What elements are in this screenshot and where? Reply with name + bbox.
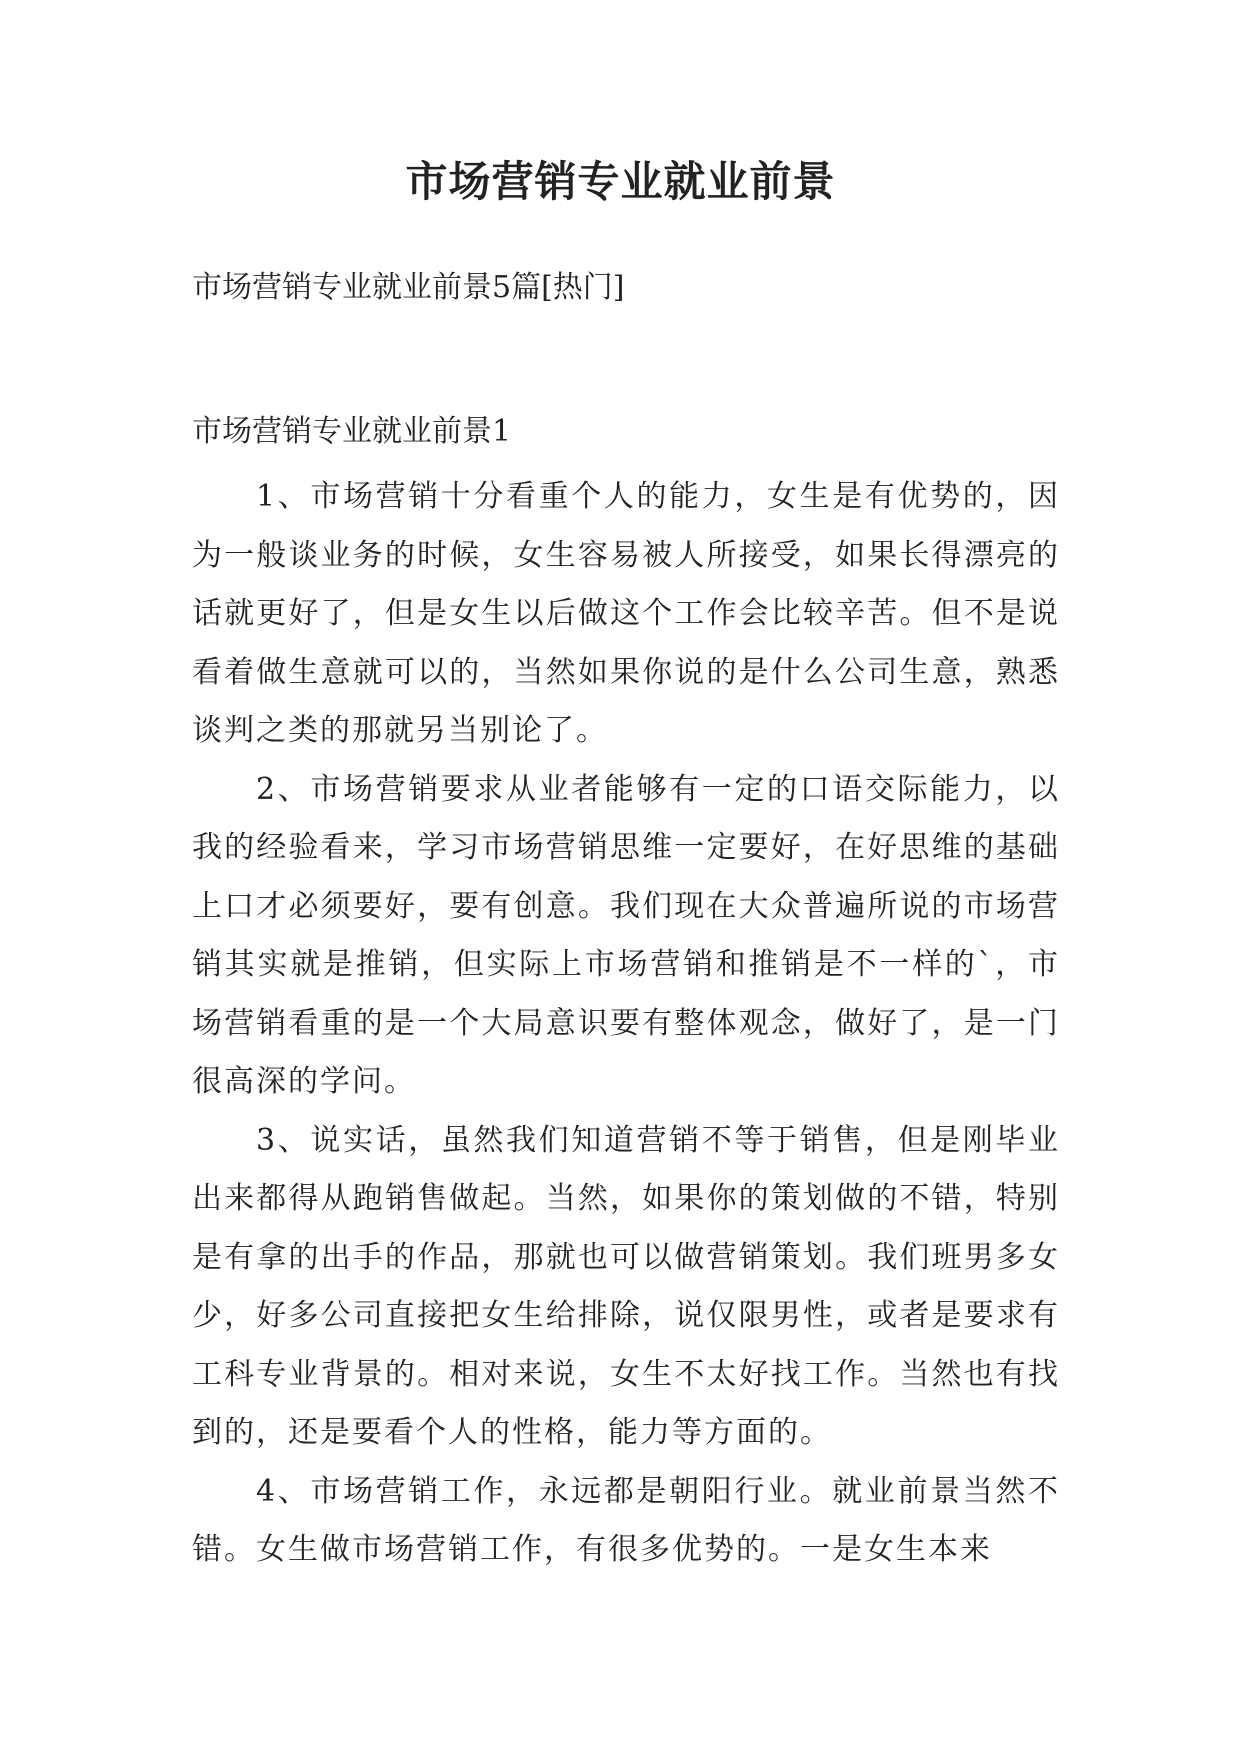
- document-subtitle: 市场营销专业就业前景5篇[热门]: [192, 270, 625, 305]
- paragraph-4: 4、市场营销工作，永远都是朝阳行业。就业前景当然不错。女生做市场营销工作，有很多优势的。一是女生本来: [192, 1473, 1060, 1567]
- paragraph-1: 1、市场营销十分看重个人的能力，女生是有优势的，因为一般谈业务的时候，女生容易被人所接受，如果长得漂亮的话就更好了，但是女生以后做这个工作会比较辛苦。但不是说看着做生意就可以的，当然如果你说的是什么公司生意，熟悉谈判之类的那就另当别论了。: [192, 479, 1060, 748]
- document-title: 市场营销专业就业前景: [405, 157, 836, 206]
- body-text: [192, 468, 1060, 1580]
- section-heading: 市场营销专业就业前景1: [192, 414, 512, 449]
- paragraph-2: 2、市场营销要求从业者能够有一定的口语交际能力，以我的经验看来，学习市场营销思维一定要好，在好思维的基础上口才必须要好，要有创意。我们现在大众普遍所说的市场营销其实就是推销，但实际上市场营销和推销是不一样的`，市场营销看重的是一个大局意识要有整体观念，做好了，是一门很高深的学问。: [192, 771, 1060, 1099]
- paragraph-3: 3、说实话，虽然我们知道营销不等于销售，但是刚毕业出来都得从跑销售做起。当然，如果你的策划做的不错，特别是有拿的出手的作品，那就也可以做营销策划。我们班男多女少，好多公司直接把女生给排除，说仅限男性，或者是要求有工科专业背景的。相对来说，女生不太好找工作。当然也有找到的，还是要看个人的性格，能力等方面的。: [192, 1122, 1060, 1450]
